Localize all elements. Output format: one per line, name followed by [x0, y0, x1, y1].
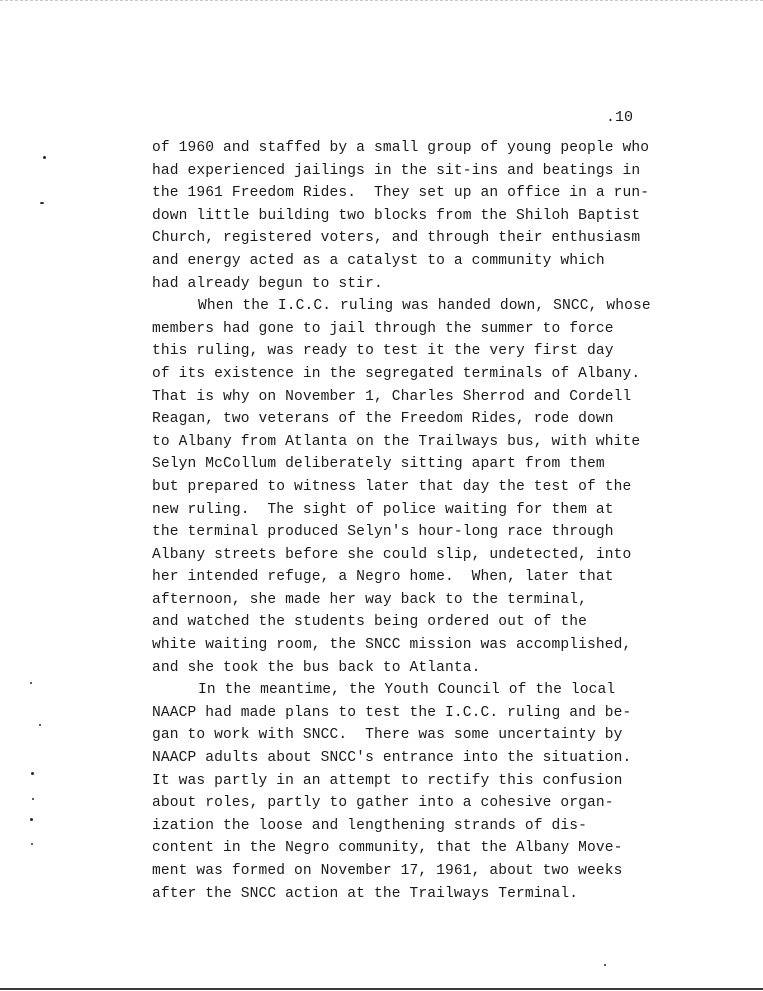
scan-speck	[31, 843, 33, 845]
text-line: to Albany from Atlanta on the Trailways bus, with white	[152, 433, 641, 450]
text-line: NAACP adults about SNCC's entrance into the situation.	[152, 750, 632, 767]
text-line: Church, registered voters, and through their enthusiasm	[152, 230, 641, 247]
text-line: afternoon, she made her way back to the terminal,	[152, 591, 588, 608]
text-line: after the SNCC action at the Trailways Terminal.	[152, 885, 579, 902]
text-line: Albany streets before she could slip, undetected, into	[152, 546, 632, 563]
text-line: ization the loose and lengthening strands of dis-	[152, 817, 588, 834]
paragraph-start-line: When the I.C.C. ruling was handed down, SNCC, whose	[198, 298, 651, 315]
scan-speck	[39, 724, 41, 726]
page-bottom-edge	[0, 988, 763, 990]
body-text	[152, 137, 752, 905]
scan-speck	[40, 202, 44, 204]
text-line: ment was formed on November 17, 1961, about two weeks	[152, 863, 623, 879]
text-line: about roles, partly to gather into a cohesive organ-	[152, 795, 614, 812]
text-line: Selyn McCollum deliberately sitting apart from them	[152, 456, 605, 473]
text-line: new ruling. The sight of police waiting for them at	[152, 501, 614, 518]
paragraph-start-line: In the meantime, the Youth Council of the local	[198, 682, 616, 699]
text-line: NAACP had made plans to test the I.C.C. ruling and be-	[152, 704, 632, 721]
page-top-edge	[0, 0, 763, 1]
scan-speck	[30, 818, 33, 821]
text-line: and energy acted as a catalyst to a community which	[152, 252, 605, 269]
text-line: had experienced jailings in the sit-ins and beatings in	[152, 162, 641, 179]
text-line: It was partly in an attempt to rectify this confusion	[152, 772, 623, 789]
text-line: members had gone to jail through the summer to force	[152, 320, 614, 337]
text-line: That is why on November 1, Charles Sherrod and Cordell	[152, 388, 632, 405]
text-line: her intended refuge, a Negro home. When, later that	[152, 569, 614, 586]
text-line: had already begun to stir.	[152, 275, 383, 292]
text-line: and watched the students being ordered out of the	[152, 614, 588, 631]
text-line: down little building two blocks from the Shiloh Baptist	[152, 207, 641, 224]
text-line: gan to work with SNCC. There was some uncertainty by	[152, 727, 623, 744]
text-line: but prepared to witness later that day the test of the	[152, 478, 632, 495]
scan-speck	[32, 798, 34, 800]
text-line: of 1960 and staffed by a small group of young people who	[152, 140, 650, 156]
text-line: the 1961 Freedom Rides. They set up an office in a run-	[152, 185, 650, 202]
text-line: the terminal produced Selyn's hour-long race through	[152, 524, 614, 541]
scan-speck	[31, 772, 34, 775]
text-line: this ruling, was ready to test it the very first day	[152, 343, 614, 360]
text-line: content in the Negro community, that the Albany Move-	[152, 840, 623, 857]
scan-speck	[30, 682, 32, 684]
scan-speck	[43, 156, 46, 159]
scan-speck	[604, 964, 606, 966]
text-line: and she took the bus back to Atlanta.	[152, 659, 481, 676]
page-number: .10	[606, 109, 634, 126]
text-line: Reagan, two veterans of the Freedom Rides, rode down	[152, 411, 614, 428]
text-line: of its existence in the segregated terminals of Albany.	[152, 365, 641, 382]
text-line: white waiting room, the SNCC mission was accomplished,	[152, 637, 632, 654]
